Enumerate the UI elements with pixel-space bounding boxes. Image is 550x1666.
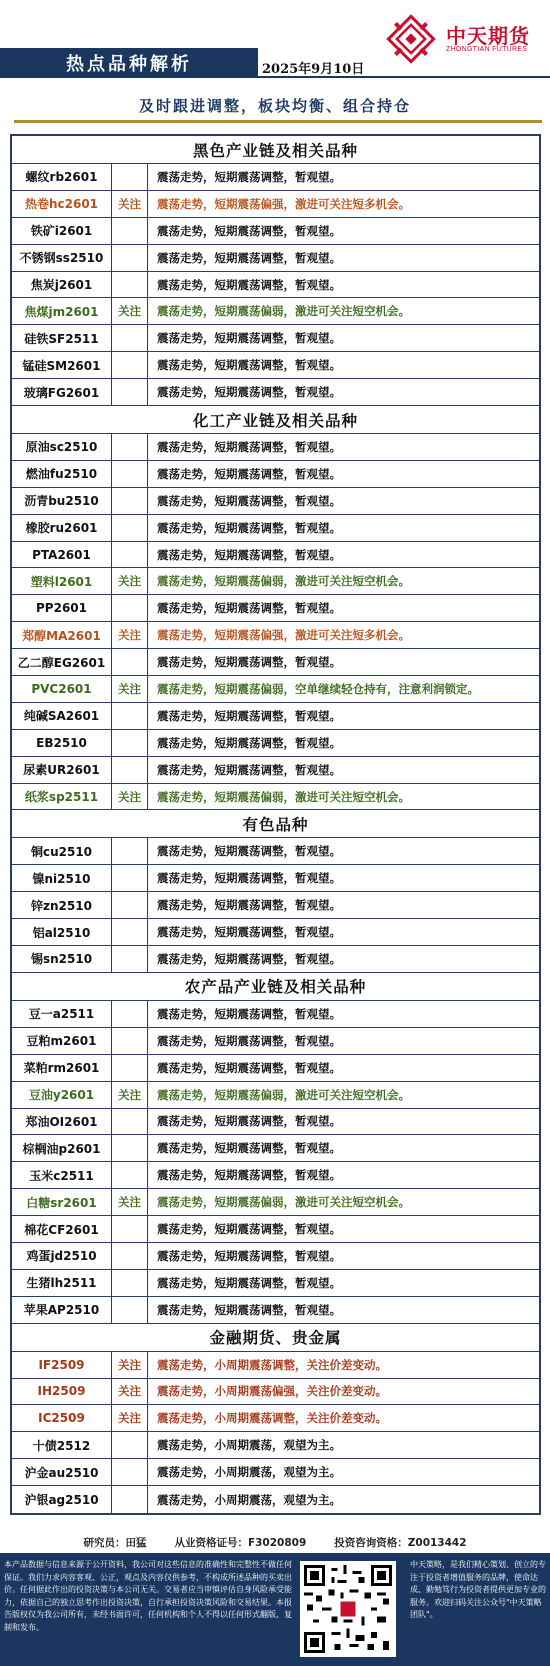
section-header: 黑色产业链及相关品种 xyxy=(12,136,539,164)
table-row xyxy=(12,298,539,325)
market-view: 震荡走势，短期震荡调整，暂观望。 xyxy=(157,223,341,238)
focus-tag xyxy=(112,164,148,190)
focus-tag xyxy=(112,757,148,783)
contract-name: 锰硅SM2601 xyxy=(12,352,112,378)
table-row xyxy=(12,892,539,919)
contract-name: 沪金au2510 xyxy=(12,1459,112,1485)
contract-name: 郑油OI2601 xyxy=(12,1109,112,1135)
market-view: 震荡走势，小周期震荡偏强，关注价差变动。 xyxy=(157,1384,387,1399)
contract-name: 纯碱SA2601 xyxy=(12,703,112,729)
market-view: 震荡走势，短期震荡调整，暂观望。 xyxy=(157,735,341,750)
table-row xyxy=(12,488,539,515)
market-view: 震荡走势，短期震荡偏弱，激进可关注短空机会。 xyxy=(157,789,410,804)
contract-name: 沥青bu2510 xyxy=(12,488,112,514)
report-date: 2025年9月10日 xyxy=(262,62,365,77)
market-view: 震荡走势，小周期震荡，观望为主。 xyxy=(157,1492,341,1507)
market-view: 震荡走势，短期震荡调整，暂观望。 xyxy=(157,1114,341,1129)
market-view: 震荡走势，短期震荡偏弱，激进可关注短空机会。 xyxy=(157,574,410,589)
table-row xyxy=(12,730,539,757)
section-header: 金融期货、贵金属 xyxy=(12,1324,539,1352)
table-row xyxy=(12,1459,539,1486)
contract-name: 十债2512 xyxy=(12,1432,112,1458)
contract-name: 燃油fu2510 xyxy=(12,461,112,487)
focus-tag xyxy=(112,515,148,541)
table-row xyxy=(12,757,539,784)
focus-tag: 关注 xyxy=(112,784,148,810)
focus-tag xyxy=(112,1028,148,1054)
table-row xyxy=(12,1243,539,1270)
contract-name: EB2510 xyxy=(12,730,112,756)
contract-name: 铜cu2510 xyxy=(12,838,112,864)
contract-name: 玉米c2511 xyxy=(12,1162,112,1188)
focus-tag: 关注 xyxy=(112,1352,148,1378)
focus-tag: 关注 xyxy=(112,1082,148,1108)
table-row xyxy=(12,568,539,595)
focus-tag xyxy=(112,245,148,271)
focus-tag xyxy=(112,1432,148,1458)
focus-tag xyxy=(112,325,148,351)
market-view: 震荡走势，短期震荡偏强，激进可关注短多机会。 xyxy=(157,196,410,211)
table-row xyxy=(12,379,539,406)
market-view: 震荡走势，短期震荡调整，暂观望。 xyxy=(157,871,341,886)
table-row xyxy=(12,352,539,379)
disclaimer-text: 本产品数据与信息来源于公开资料，我公司对这些信息的准确性和完整性不做任何保证。我们力求内容客观、公正，观点及内容仅供参考，不构成所述品种的买卖出价。任何据此作出的投资决策与本公司无关。交易者应当审慎评估自身风险承受能力，依据自己的独立思考作出投资决策，自行承担投资决策风险和交易结果。本报告版权仅为我公司所有，未经书面许可，任何机构和个人不得以任何形式翻版、复制和发布。 xyxy=(4,1560,292,1632)
contract-name: IF2509 xyxy=(12,1352,112,1378)
contract-name: 铁矿i2601 xyxy=(12,218,112,244)
market-view: 震荡走势，短期震荡调整，暂观望。 xyxy=(157,547,341,562)
contract-name: 尿素UR2601 xyxy=(12,757,112,783)
table-row xyxy=(12,1379,539,1406)
market-view: 震荡走势，短期震荡偏强，激进可关注短多机会。 xyxy=(157,628,410,643)
market-view: 震荡走势，短期震荡调整，暂观望。 xyxy=(157,1222,341,1236)
section-header: 农产品产业链及相关品种 xyxy=(12,973,539,1001)
market-view: 震荡走势，短期震荡调整，暂观望。 xyxy=(157,1006,341,1021)
slogan: 及时跟进调整，板块均衡、组合持仓 xyxy=(138,96,411,115)
researcher-name: 研究员：田猛 xyxy=(83,1536,147,1549)
slogan-divider xyxy=(14,120,542,123)
focus-tag: 关注 xyxy=(112,568,148,594)
table-row xyxy=(12,676,539,703)
contract-name: 铝al2510 xyxy=(12,919,112,945)
contract-name: 生猪lh2511 xyxy=(12,1270,112,1296)
table-row xyxy=(12,1001,539,1028)
focus-tag xyxy=(112,1135,148,1161)
focus-tag xyxy=(112,1216,148,1242)
contract-name: 不锈钢ss2510 xyxy=(12,245,112,271)
table-row xyxy=(12,164,539,191)
contract-name: 镍ni2510 xyxy=(12,865,112,891)
market-view: 震荡走势，短期震荡调整，暂观望。 xyxy=(157,277,341,292)
contract-name: 豆油y2601 xyxy=(12,1082,112,1108)
logo-emblem-icon xyxy=(382,14,440,64)
focus-tag xyxy=(112,730,148,756)
contract-name: 焦炭j2601 xyxy=(12,272,112,298)
contract-name: 硅铁SF2511 xyxy=(12,325,112,351)
contract-name: 螺纹rb2601 xyxy=(12,164,112,190)
market-view: 震荡走势，短期震荡调整，暂观望。 xyxy=(157,1302,341,1317)
table-row xyxy=(12,515,539,542)
focus-tag xyxy=(112,865,148,891)
focus-tag xyxy=(112,542,148,568)
table-row xyxy=(12,595,539,622)
table-row xyxy=(12,272,539,299)
market-view: 震荡走势，短期震荡调整，暂观望。 xyxy=(157,655,341,670)
contract-name: 苹果AP2510 xyxy=(12,1297,112,1323)
contract-name: 原油sc2510 xyxy=(12,434,112,460)
table-row xyxy=(12,542,539,569)
market-view: 震荡走势，短期震荡调整，暂观望。 xyxy=(157,1033,341,1048)
market-view: 震荡走势，短期震荡偏弱，激进可关注短空机会。 xyxy=(157,304,410,319)
focus-tag xyxy=(112,1243,148,1269)
focus-tag xyxy=(112,434,148,460)
market-view: 震荡走势，短期震荡调整，暂观望。 xyxy=(157,520,341,535)
contract-name: 纸浆sp2511 xyxy=(12,784,112,810)
contract-name: 棕榈油p2601 xyxy=(12,1135,112,1161)
table-row xyxy=(12,1109,539,1136)
market-view: 震荡走势，短期震荡调整，暂观望。 xyxy=(157,898,341,913)
focus-tag: 关注 xyxy=(112,622,148,648)
table-row xyxy=(12,1486,539,1513)
market-view: 震荡走势，短期震荡调整，暂观望。 xyxy=(157,250,341,265)
focus-tag: 关注 xyxy=(112,676,148,702)
focus-tag xyxy=(112,595,148,621)
focus-tag: 关注 xyxy=(112,1379,148,1405)
table-row xyxy=(12,1055,539,1082)
table-row xyxy=(12,1432,539,1459)
focus-tag xyxy=(112,1270,148,1296)
focus-tag xyxy=(112,488,148,514)
market-view: 震荡走势，短期震荡调整，暂观望。 xyxy=(157,1248,341,1263)
focus-tag xyxy=(112,1001,148,1027)
focus-tag: 关注 xyxy=(112,1189,148,1215)
market-view: 震荡走势，短期震荡偏弱，激进可关注短空机会。 xyxy=(157,1195,410,1210)
table-row xyxy=(12,1082,539,1109)
market-view: 震荡走势，短期震荡调整，暂观望。 xyxy=(157,466,341,481)
table-row xyxy=(12,1405,539,1432)
market-view: 震荡走势，小周期震荡调整，关注价差变动。 xyxy=(157,1411,387,1426)
market-view: 震荡走势，小周期震荡调整，关注价差变动。 xyxy=(157,1357,387,1372)
focus-tag xyxy=(112,352,148,378)
focus-tag xyxy=(112,379,148,405)
contract-name: 乙二醇EG2601 xyxy=(12,649,112,675)
market-view: 震荡走势，短期震荡调整，暂观望。 xyxy=(157,708,341,723)
focus-tag xyxy=(112,272,148,298)
table-row xyxy=(12,1216,539,1243)
market-view: 震荡走势，短期震荡调整，暂观望。 xyxy=(157,331,341,346)
table-row xyxy=(12,434,539,461)
contract-name: IC2509 xyxy=(12,1405,112,1431)
table-row xyxy=(12,1135,539,1162)
qr-code-icon xyxy=(304,1565,392,1653)
contract-name: 沪银ag2510 xyxy=(12,1486,112,1513)
market-view: 震荡走势，小周期震荡，观望为主。 xyxy=(157,1438,341,1453)
table-row xyxy=(12,1297,539,1324)
market-view: 震荡走势，短期震荡调整，暂观望。 xyxy=(157,1275,341,1290)
contract-name: PP2601 xyxy=(12,595,112,621)
focus-tag xyxy=(112,1162,148,1188)
market-view: 震荡走势，短期震荡调整，暂观望。 xyxy=(157,601,341,616)
contract-name: 菜粕rm2601 xyxy=(12,1055,112,1081)
table-row xyxy=(12,218,539,245)
qr-code xyxy=(300,1561,396,1657)
contract-name: 白糖sr2601 xyxy=(12,1189,112,1215)
table-row xyxy=(12,1270,539,1297)
section-header: 有色品种 xyxy=(12,810,539,838)
focus-tag xyxy=(112,1459,148,1485)
table-row xyxy=(12,784,539,811)
table-row xyxy=(12,461,539,488)
focus-tag xyxy=(112,892,148,918)
market-view: 震荡走势，短期震荡调整，暂观望。 xyxy=(157,951,341,966)
contract-name: 焦煤jm2601 xyxy=(12,298,112,324)
contract-name: 豆粕m2601 xyxy=(12,1028,112,1054)
contract-name: 玻璃FG2601 xyxy=(12,379,112,405)
contract-name: 锡sn2510 xyxy=(12,946,112,972)
table-row xyxy=(12,946,539,973)
focus-tag xyxy=(112,703,148,729)
contract-name: 橡胶ru2601 xyxy=(12,515,112,541)
focus-tag xyxy=(112,1297,148,1323)
focus-tag: 关注 xyxy=(112,298,148,324)
contract-name: 豆一a2511 xyxy=(12,1001,112,1027)
market-view: 震荡走势，小周期震荡，观望为主。 xyxy=(157,1465,341,1480)
table-row xyxy=(12,325,539,352)
table-row xyxy=(12,649,539,676)
market-view: 震荡走势，短期震荡调整，暂观望。 xyxy=(157,1168,341,1183)
table-row xyxy=(12,919,539,946)
researcher-license: 从业资格证号：F3020809 xyxy=(174,1536,307,1549)
focus-tag xyxy=(112,919,148,945)
market-view: 震荡走势，短期震荡调整，暂观望。 xyxy=(157,1141,341,1156)
market-view: 震荡走势，短期震荡调整，暂观望。 xyxy=(157,385,341,400)
market-view: 震荡走势，短期震荡调整，暂观望。 xyxy=(157,493,341,508)
focus-tag: 关注 xyxy=(112,191,148,217)
market-view: 震荡走势，短期震荡调整，暂观望。 xyxy=(157,1060,341,1075)
logo-text-en: ZHONGTIAN FUTURES xyxy=(446,46,528,53)
focus-tag xyxy=(112,1055,148,1081)
focus-tag xyxy=(112,946,148,972)
focus-tag xyxy=(112,1486,148,1513)
table-row xyxy=(12,1189,539,1216)
focus-tag xyxy=(112,461,148,487)
researcher-info xyxy=(0,1532,550,1552)
table-row xyxy=(12,1028,539,1055)
table-row xyxy=(12,865,539,892)
table-row xyxy=(12,622,539,649)
market-view: 震荡走势，短期震荡调整，暂观望。 xyxy=(157,169,341,184)
table-row xyxy=(12,838,539,865)
market-view: 震荡走势，短期震荡偏弱，激进可关注短空机会。 xyxy=(157,1087,410,1102)
contract-name: 热卷hc2601 xyxy=(12,191,112,217)
analysis-table xyxy=(10,134,541,1515)
market-view: 震荡走势，短期震荡调整，暂观望。 xyxy=(157,358,341,373)
market-view: 震荡走势，短期震荡偏弱，空单继续轻仓持有，注意利润锁定。 xyxy=(157,681,479,696)
logo-text-cn: 中天期货 xyxy=(446,24,530,48)
table-row xyxy=(12,1162,539,1189)
page-title: 热点品种解析 xyxy=(0,48,258,78)
footer xyxy=(0,1553,550,1666)
contract-name: IH2509 xyxy=(12,1379,112,1405)
table-row xyxy=(12,245,539,272)
contract-name: PTA2601 xyxy=(12,542,112,568)
focus-tag xyxy=(112,1109,148,1135)
focus-tag xyxy=(112,218,148,244)
table-row xyxy=(12,1352,539,1379)
table-row xyxy=(12,703,539,730)
market-view: 震荡走势，短期震荡调整，暂观望。 xyxy=(157,925,341,940)
contract-name: 鸡蛋jd2510 xyxy=(12,1243,112,1269)
contract-name: 锌zn2510 xyxy=(12,892,112,918)
company-logo xyxy=(382,14,546,64)
brand-intro-text: 中天策略，是我们精心策划、创立的专注于投资者增值服务的品牌，使命达成、勤勉笃行为投资者提供更加专业的服务。欢迎扫码关注公众号"中天策略团队"。 xyxy=(410,1560,546,1620)
contract-name: 棉花CF2601 xyxy=(12,1216,112,1242)
section-header: 化工产业链及相关品种 xyxy=(12,406,539,434)
page-header xyxy=(0,0,550,90)
focus-tag: 关注 xyxy=(112,1405,148,1431)
contract-name: 塑料l2601 xyxy=(12,568,112,594)
contract-name: PVC2601 xyxy=(12,676,112,702)
table-row xyxy=(12,191,539,218)
focus-tag xyxy=(112,838,148,864)
contract-name: 郑醇MA2601 xyxy=(12,622,112,648)
market-view: 震荡走势，短期震荡调整，暂观望。 xyxy=(157,439,341,454)
market-view: 震荡走势，短期震荡调整，暂观望。 xyxy=(157,844,341,859)
focus-tag xyxy=(112,649,148,675)
market-view: 震荡走势，短期震荡调整，暂观望。 xyxy=(157,762,341,777)
researcher-consult: 投资咨询资格：Z0013442 xyxy=(334,1536,467,1549)
